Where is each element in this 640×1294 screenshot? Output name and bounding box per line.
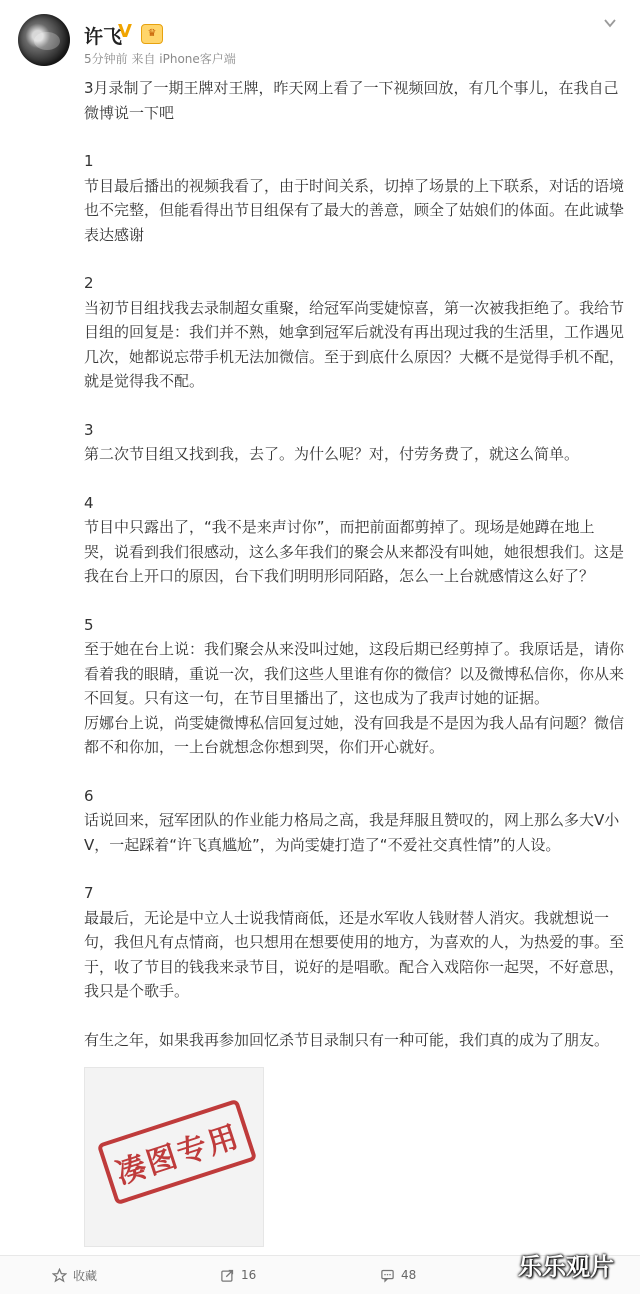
user-avatar[interactable] bbox=[18, 14, 70, 66]
section-number: 3 bbox=[84, 420, 94, 439]
section-number: 1 bbox=[84, 152, 94, 170]
section-number: 6 bbox=[84, 786, 94, 805]
section-paragraph: 节目最后播出的视频我看了，由于时间关系，切掉了场景的上下联系，对话的语境也不完整，但能看得出节目组保有了最大的善意，顾全了姑娘们的体面。在此诚挚表达感谢 bbox=[84, 176, 625, 244]
section-paragraph: 最最后，无论是中立人士说我情商低，还是水军收人钱财替人消灾。我就想说一句，我但凡有点情商，也只想用在想要使用的地方，为喜欢的人，为热爱的事。至于，收了节目的钱我来录节目，说好的是唱歌。配合入戏陪你一起哭，不好意思，我只是个歌手。 bbox=[84, 908, 625, 1000]
star-icon bbox=[52, 1268, 67, 1283]
section-paragraph: 第二次节目组又找到我，去了。为什么呢？对，付劳务费了，就这么简单。 bbox=[84, 445, 580, 463]
post-content bbox=[84, 76, 624, 1052]
post-intro: 3月录制了一期王牌对王牌，昨天网上看了一下视频回放，有几个事儿，在我自己微博说一下吧 bbox=[84, 79, 619, 122]
favorite-button[interactable] bbox=[52, 1256, 97, 1294]
repost-button[interactable] bbox=[220, 1256, 256, 1294]
member-crown-icon: ♛ bbox=[141, 24, 163, 44]
repost-count: 16 bbox=[241, 1268, 257, 1282]
chevron-down-icon[interactable] bbox=[603, 16, 617, 30]
comment-icon bbox=[380, 1268, 395, 1283]
section-paragraph: 节目中只露出了，“我不是来声讨你”，而把前面都剪掉了。现场是她蹲在地上哭，说看到我们很感动，这么多年我们的聚会从来都没有叫她，她很想我们。这是我在台上开口的原因，台下我们明明形同陌路，怎么一上台就感情这么好了？ bbox=[84, 518, 625, 585]
post-meta: 5分钟前 来自 iPhone客户端 bbox=[84, 52, 236, 66]
section-number: 7 bbox=[84, 884, 94, 902]
comment-button[interactable] bbox=[380, 1256, 416, 1294]
verified-badge-icon: V bbox=[118, 21, 132, 42]
section-paragraph: 至于她在台上说：我们聚会从来没叫过她，这段后期已经剪掉了。我原话是，请你看着我的眼睛，重说一次，我们这些人里谁有你的微信？以及微博私信你，你从来不回复。只有这一句，在节目里播出了，这也成为了我声讨她的证据。 bbox=[84, 640, 625, 707]
section-paragraph: 厉娜台上说，尚雯婕微博私信回复过她，没有回我是不是因为我人品有问题？微信都不和你加，一上台就想念你想到哭，你们开心就好。 bbox=[84, 713, 625, 756]
repost-icon bbox=[220, 1268, 235, 1283]
favorite-label: 收藏 bbox=[73, 1268, 98, 1283]
section-number: 4 bbox=[84, 493, 94, 512]
site-watermark: 乐乐观片 bbox=[518, 1253, 614, 1281]
post-image[interactable] bbox=[84, 1067, 264, 1247]
section-number: 2 bbox=[84, 274, 94, 292]
comment-count: 48 bbox=[401, 1268, 417, 1282]
section-number: 5 bbox=[84, 615, 94, 634]
post-closing: 有生之年，如果我再参加回忆杀节目录制只有一种可能，我们真的成为了朋友。 bbox=[84, 1030, 610, 1049]
username[interactable]: 许飞 bbox=[84, 26, 123, 48]
post-sections bbox=[84, 149, 624, 1028]
image-stamp: 凑图专用 bbox=[97, 1099, 258, 1206]
section-paragraph: 当初节目组找我去录制超女重聚，给冠军尚雯婕惊喜，第一次被我拒绝了。我给节目组的回复是：我们并不熟，她拿到冠军后就没有再出现过我的生活里，工作遇见几次，她都说忘带手机无法加微信。至于到底什么原因？大概不是觉得手机不配，就是觉得我不配。 bbox=[84, 298, 625, 390]
section-paragraph: 话说回来，冠军团队的作业能力格局之高，我是拜服且赞叹的，网上那么多大V小V，一起踩着“许飞真尴尬”，为尚雯婕打造了“不爱社交真性情”的人设。 bbox=[84, 811, 620, 854]
